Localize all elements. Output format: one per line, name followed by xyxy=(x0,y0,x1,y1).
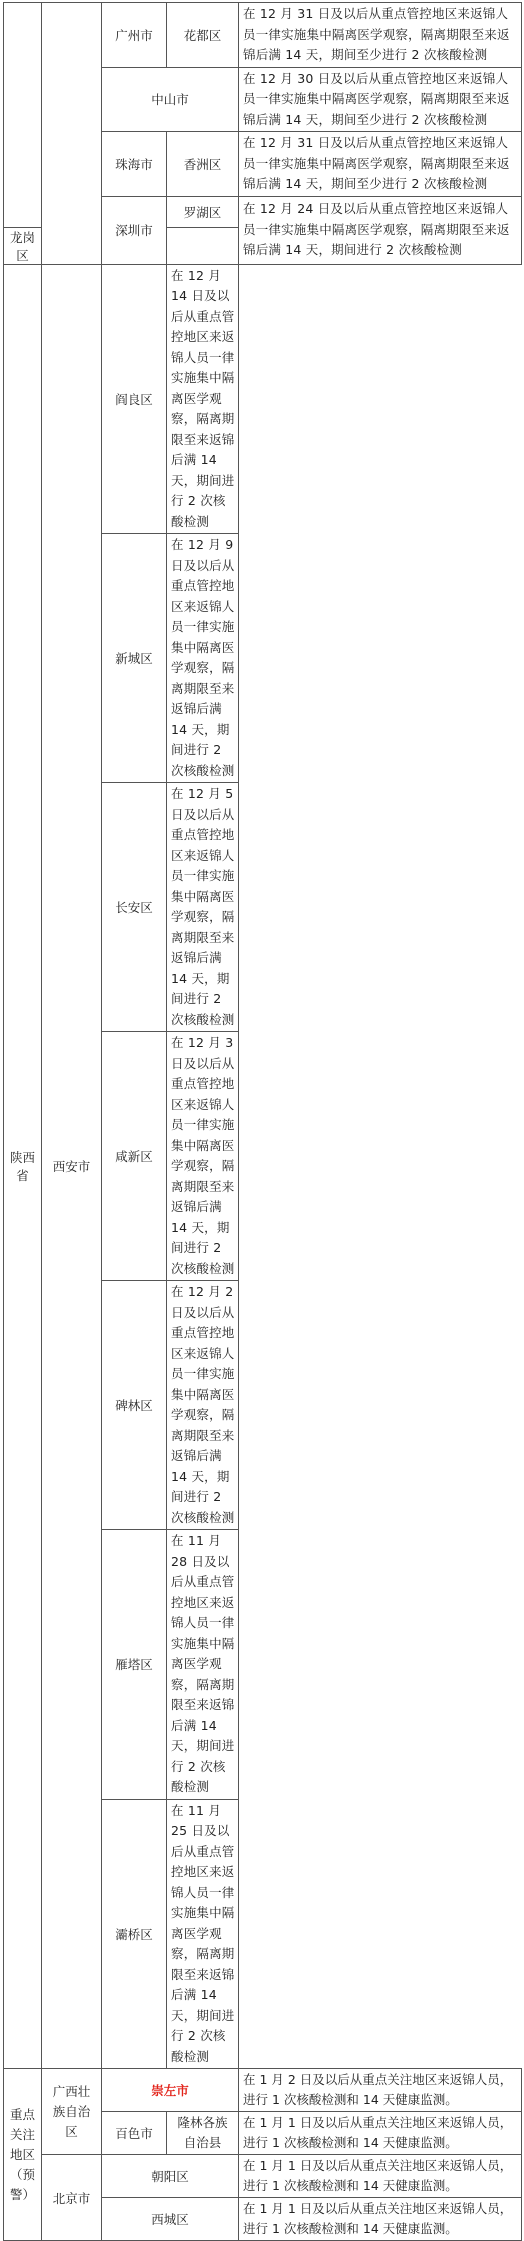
policy-text: 在 12 月 31 日及以后从重点管控地区来返锦人员一律实施集中隔离医学观察，隔离期限至来返锦后满 14 天，期间至少进行 2 次核酸检测 xyxy=(239,132,522,197)
district-cell: 新城区 xyxy=(102,534,167,783)
city-cell: 深圳市 xyxy=(102,196,167,264)
district-cell: 阎良区 xyxy=(102,264,167,534)
upper-category-cell xyxy=(4,3,42,228)
district-cell: 花都区 xyxy=(167,3,239,68)
policy-text: 在 12 月 14 日及以后从重点管控地区来返锦人员一律实施集中隔离医学观察，隔离期限至来返锦后满 14 天，期间进行 2 次核酸检测 xyxy=(167,264,239,534)
policy-text: 在 11 月 25 日及以后从重点管控地区来返锦人员一律实施集中隔离医学观察，隔离期限至来返锦后满 14 天，期间进行 2 次核酸检测 xyxy=(167,1799,239,2069)
district-cell: 西城区 xyxy=(102,2198,239,2241)
policy-text: 在 12 月 24 日及以后从重点管控地区来返锦人员一律实施集中隔离医学观察，隔离期限至来返锦后满 14 天，期间进行 2 次核酸检测 xyxy=(239,196,522,264)
category-line: 关注 xyxy=(9,2126,35,2142)
district-cell: 长安区 xyxy=(102,783,167,1032)
category-line: 重点 xyxy=(9,2106,35,2122)
policy-text: 在 1 月 1 日及以后从重点关注地区来返锦人员，进行 1 次核酸检测和 14 天健康监测。 xyxy=(239,2198,522,2241)
district-cell: 龙岗区 xyxy=(4,227,42,264)
category-line: （预 xyxy=(9,2166,35,2182)
district-cell: 雁塔区 xyxy=(102,1530,167,1800)
category-line: 警） xyxy=(9,2186,35,2202)
county-cell xyxy=(167,2112,239,2155)
region-line: 区 xyxy=(65,2123,78,2139)
province-cell: 陕西省 xyxy=(4,264,42,2069)
district-cell: 咸新区 xyxy=(102,1032,167,1281)
district-cell: 罗湖区 xyxy=(167,196,239,227)
category-line: 地区 xyxy=(9,2146,35,2162)
city-cell-highlight: 崇左市 xyxy=(102,2069,239,2112)
region-cell xyxy=(42,2069,102,2155)
policy-text: 在 11 月 28 日及以后从重点管控地区来返锦人员一律实施集中隔离医学观察，隔离期限至来返锦后满 14 天，期间进行 2 次核酸检测 xyxy=(167,1530,239,1800)
policy-text: 在 1 月 2 日及以后从重点关注地区来返锦人员，进行 1 次核酸检测和 14 天健康监测。 xyxy=(239,2069,522,2112)
policy-text: 在 12 月 3 日及以后从重点管控地区来返锦人员一律实施集中隔离医学观察，隔离期限至来返锦后满 14 天，期间进行 2 次核酸检测 xyxy=(167,1032,239,1281)
city-cell: 北京市 xyxy=(42,2155,102,2241)
city-cell: 广州市 xyxy=(102,3,167,68)
county-line: 自治县 xyxy=(183,2135,222,2150)
city-cell: 珠海市 xyxy=(102,132,167,197)
policy-text: 在 12 月 5 日及以后从重点管控地区来返锦人员一律实施集中隔离医学观察，隔离期限至来返锦后满 14 天，期间进行 2 次核酸检测 xyxy=(167,783,239,1032)
policy-text: 在 1 月 1 日及以后从重点关注地区来返锦人员，进行 1 次核酸检测和 14 天健康监测。 xyxy=(239,2155,522,2198)
district-cell: 灞桥区 xyxy=(102,1799,167,2069)
district-cell: 朝阳区 xyxy=(102,2155,239,2198)
city-cell: 西安市 xyxy=(42,264,102,2069)
policy-text: 在 12 月 2 日及以后从重点管控地区来返锦人员一律实施集中隔离医学观察，隔离期限至来返锦后满 14 天，期间进行 2 次核酸检测 xyxy=(167,1281,239,1530)
region-line: 族自治 xyxy=(52,2103,91,2119)
guangdong-province-cell xyxy=(42,3,102,265)
county-line: 隆林各族 xyxy=(177,2115,228,2130)
district-cell: 碑林区 xyxy=(102,1281,167,1530)
policy-text: 在 12 月 31 日及以后从重点管控地区来返锦人员一律实施集中隔离医学观察，隔离期限至来返锦后满 14 天，期间至少进行 2 次核酸检测 xyxy=(239,3,522,68)
policy-text: 在 1 月 1 日及以后从重点关注地区来返锦人员，进行 1 次核酸检测和 14 天健康监测。 xyxy=(239,2112,522,2155)
attention-category-cell xyxy=(4,2069,42,2241)
risk-area-table xyxy=(3,2,522,2241)
city-cell: 中山市 xyxy=(102,67,239,132)
policy-text: 在 12 月 9 日及以后从重点管控地区来返锦人员一律实施集中隔离医学观察，隔离期限至来返锦后满 14 天，期间进行 2 次核酸检测 xyxy=(167,534,239,783)
policy-text: 在 12 月 30 日及以后从重点管控地区来返锦人员一律实施集中隔离医学观察，隔离期限至来返锦后满 14 天，期间至少进行 2 次核酸检测 xyxy=(239,67,522,132)
city-cell: 百色市 xyxy=(102,2112,167,2155)
region-line: 广西壮 xyxy=(52,2083,91,2099)
district-cell: 香洲区 xyxy=(167,132,239,197)
